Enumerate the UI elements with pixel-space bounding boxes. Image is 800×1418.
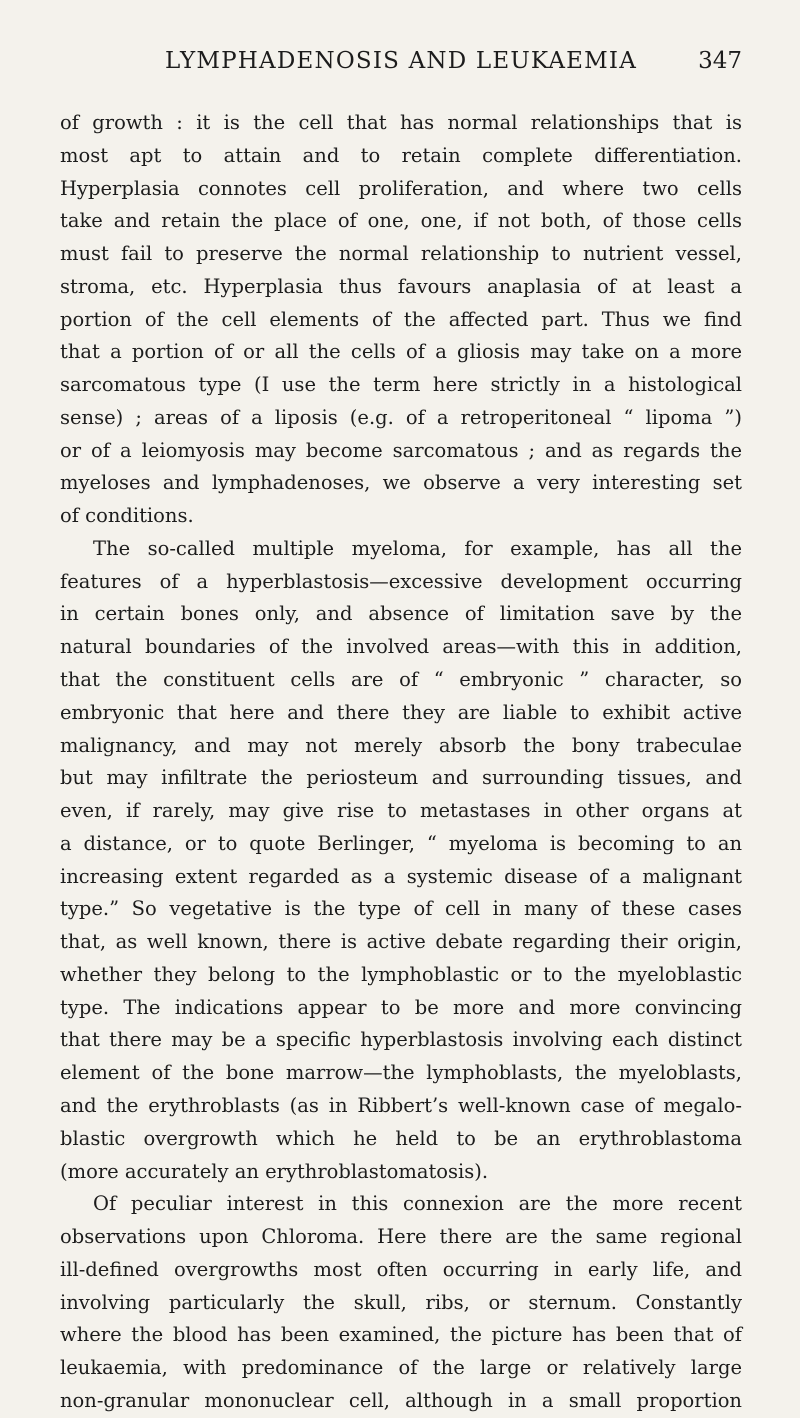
text-line: but may infiltrate the periosteum and surrounding tissues, and	[60, 766, 742, 790]
text-line: of growth : it is the cell that has normal relationships that is	[60, 111, 742, 134]
text-line: that, as well known, there is active debate regarding their origin,	[60, 930, 742, 954]
text-line: portion of the cell elements of the affected part. Thus we find	[60, 307, 742, 331]
text-line: (more accurately an erythroblastomatosis).	[60, 1159, 489, 1183]
text-line: and the erythroblasts (as in Ribbert’s well-known case of megalo-	[60, 1093, 742, 1117]
text-line: features of a hyperblastosis—excessive development occurring	[60, 569, 742, 593]
text-line: increasing extent regarded as a systemic disease of a malignant	[60, 864, 742, 888]
text-line: that the constituent cells are of “ embryonic ” character, so	[60, 668, 742, 692]
text-line: in certain bones only, and absence of limitation save by the	[60, 602, 742, 626]
text-line: where the blood has been examined, the picture has been that of	[60, 1323, 742, 1347]
text-line: involving particularly the skull, ribs, or sternum. Constantly	[60, 1290, 742, 1314]
running-head	[60, 48, 742, 82]
text-line: must fail to preserve the normal relationship to nutrient vessel,	[60, 242, 742, 266]
text-line: malignancy, and may not merely absorb the bony trabeculae	[60, 733, 742, 757]
text-line: type. The indications appear to be more and more convincing	[60, 995, 742, 1019]
text-line: that there may be a specific hyperblastosis involving each distinct	[60, 1028, 742, 1052]
text-line: a distance, or to quote Berlinger, “ myeloma is becoming to an	[60, 831, 742, 855]
text-line: Of peculiar interest in this connexion are the more recent	[93, 1192, 742, 1216]
text-line: ill-defined overgrowths most often occurring in early life, and	[60, 1257, 742, 1281]
text-line: even, if rarely, may give rise to metastases in other organs at	[60, 799, 742, 823]
text-line: Hyperplasia connotes cell proliferation, and where two cells	[60, 176, 742, 200]
running-title: LYMPHADENOSIS AND LEUKAEMIA	[164, 48, 638, 74]
text-line: element of the bone marrow—the lymphoblasts, the myeloblasts,	[60, 1061, 742, 1085]
text-line: sense) ; areas of a liposis (e.g. of a retroperitoneal “ lipoma ”)	[60, 405, 742, 429]
text-line: observations upon Chloroma. Here there are the same regional	[60, 1225, 742, 1249]
text-line: natural boundaries of the involved areas—with this in addition,	[60, 635, 742, 659]
text-line: whether they belong to the lymphoblastic or to the myeloblastic	[60, 962, 742, 986]
text-line: blastic overgrowth which he held to be an erythroblastoma	[60, 1126, 742, 1150]
text-line: leukaemia, with predominance of the large or relatively large	[60, 1356, 742, 1380]
text-line: non-granular mononuclear cell, although in a small proportion	[60, 1388, 742, 1412]
body-text	[60, 107, 742, 1418]
text-line: most apt to attain and to retain complete differentiation.	[60, 143, 742, 167]
text-line: take and retain the place of one, one, if not both, of those cells	[60, 209, 742, 233]
text-line: embryonic that here and there they are liable to exhibit active	[60, 700, 742, 724]
text-line: myeloses and lymphadenoses, we observe a very interesting set	[60, 471, 742, 495]
text-line: stroma, etc. Hyperplasia thus favours anaplasia of at least a	[60, 274, 742, 298]
text-line: type.” So vegetative is the type of cell in many of these cases	[60, 897, 742, 921]
text-line: or of a leiomyosis may become sarcomatous ; and as regards the	[60, 438, 742, 462]
text-line: of conditions.	[60, 504, 194, 528]
page-number: 347	[698, 48, 742, 74]
text-line: The so-called multiple myeloma, for example, has all the	[93, 536, 742, 560]
text-line: that a portion of or all the cells of a gliosis may take on a more	[60, 340, 742, 364]
text-line: sarcomatous type (I use the term here strictly in a histological	[60, 373, 742, 397]
